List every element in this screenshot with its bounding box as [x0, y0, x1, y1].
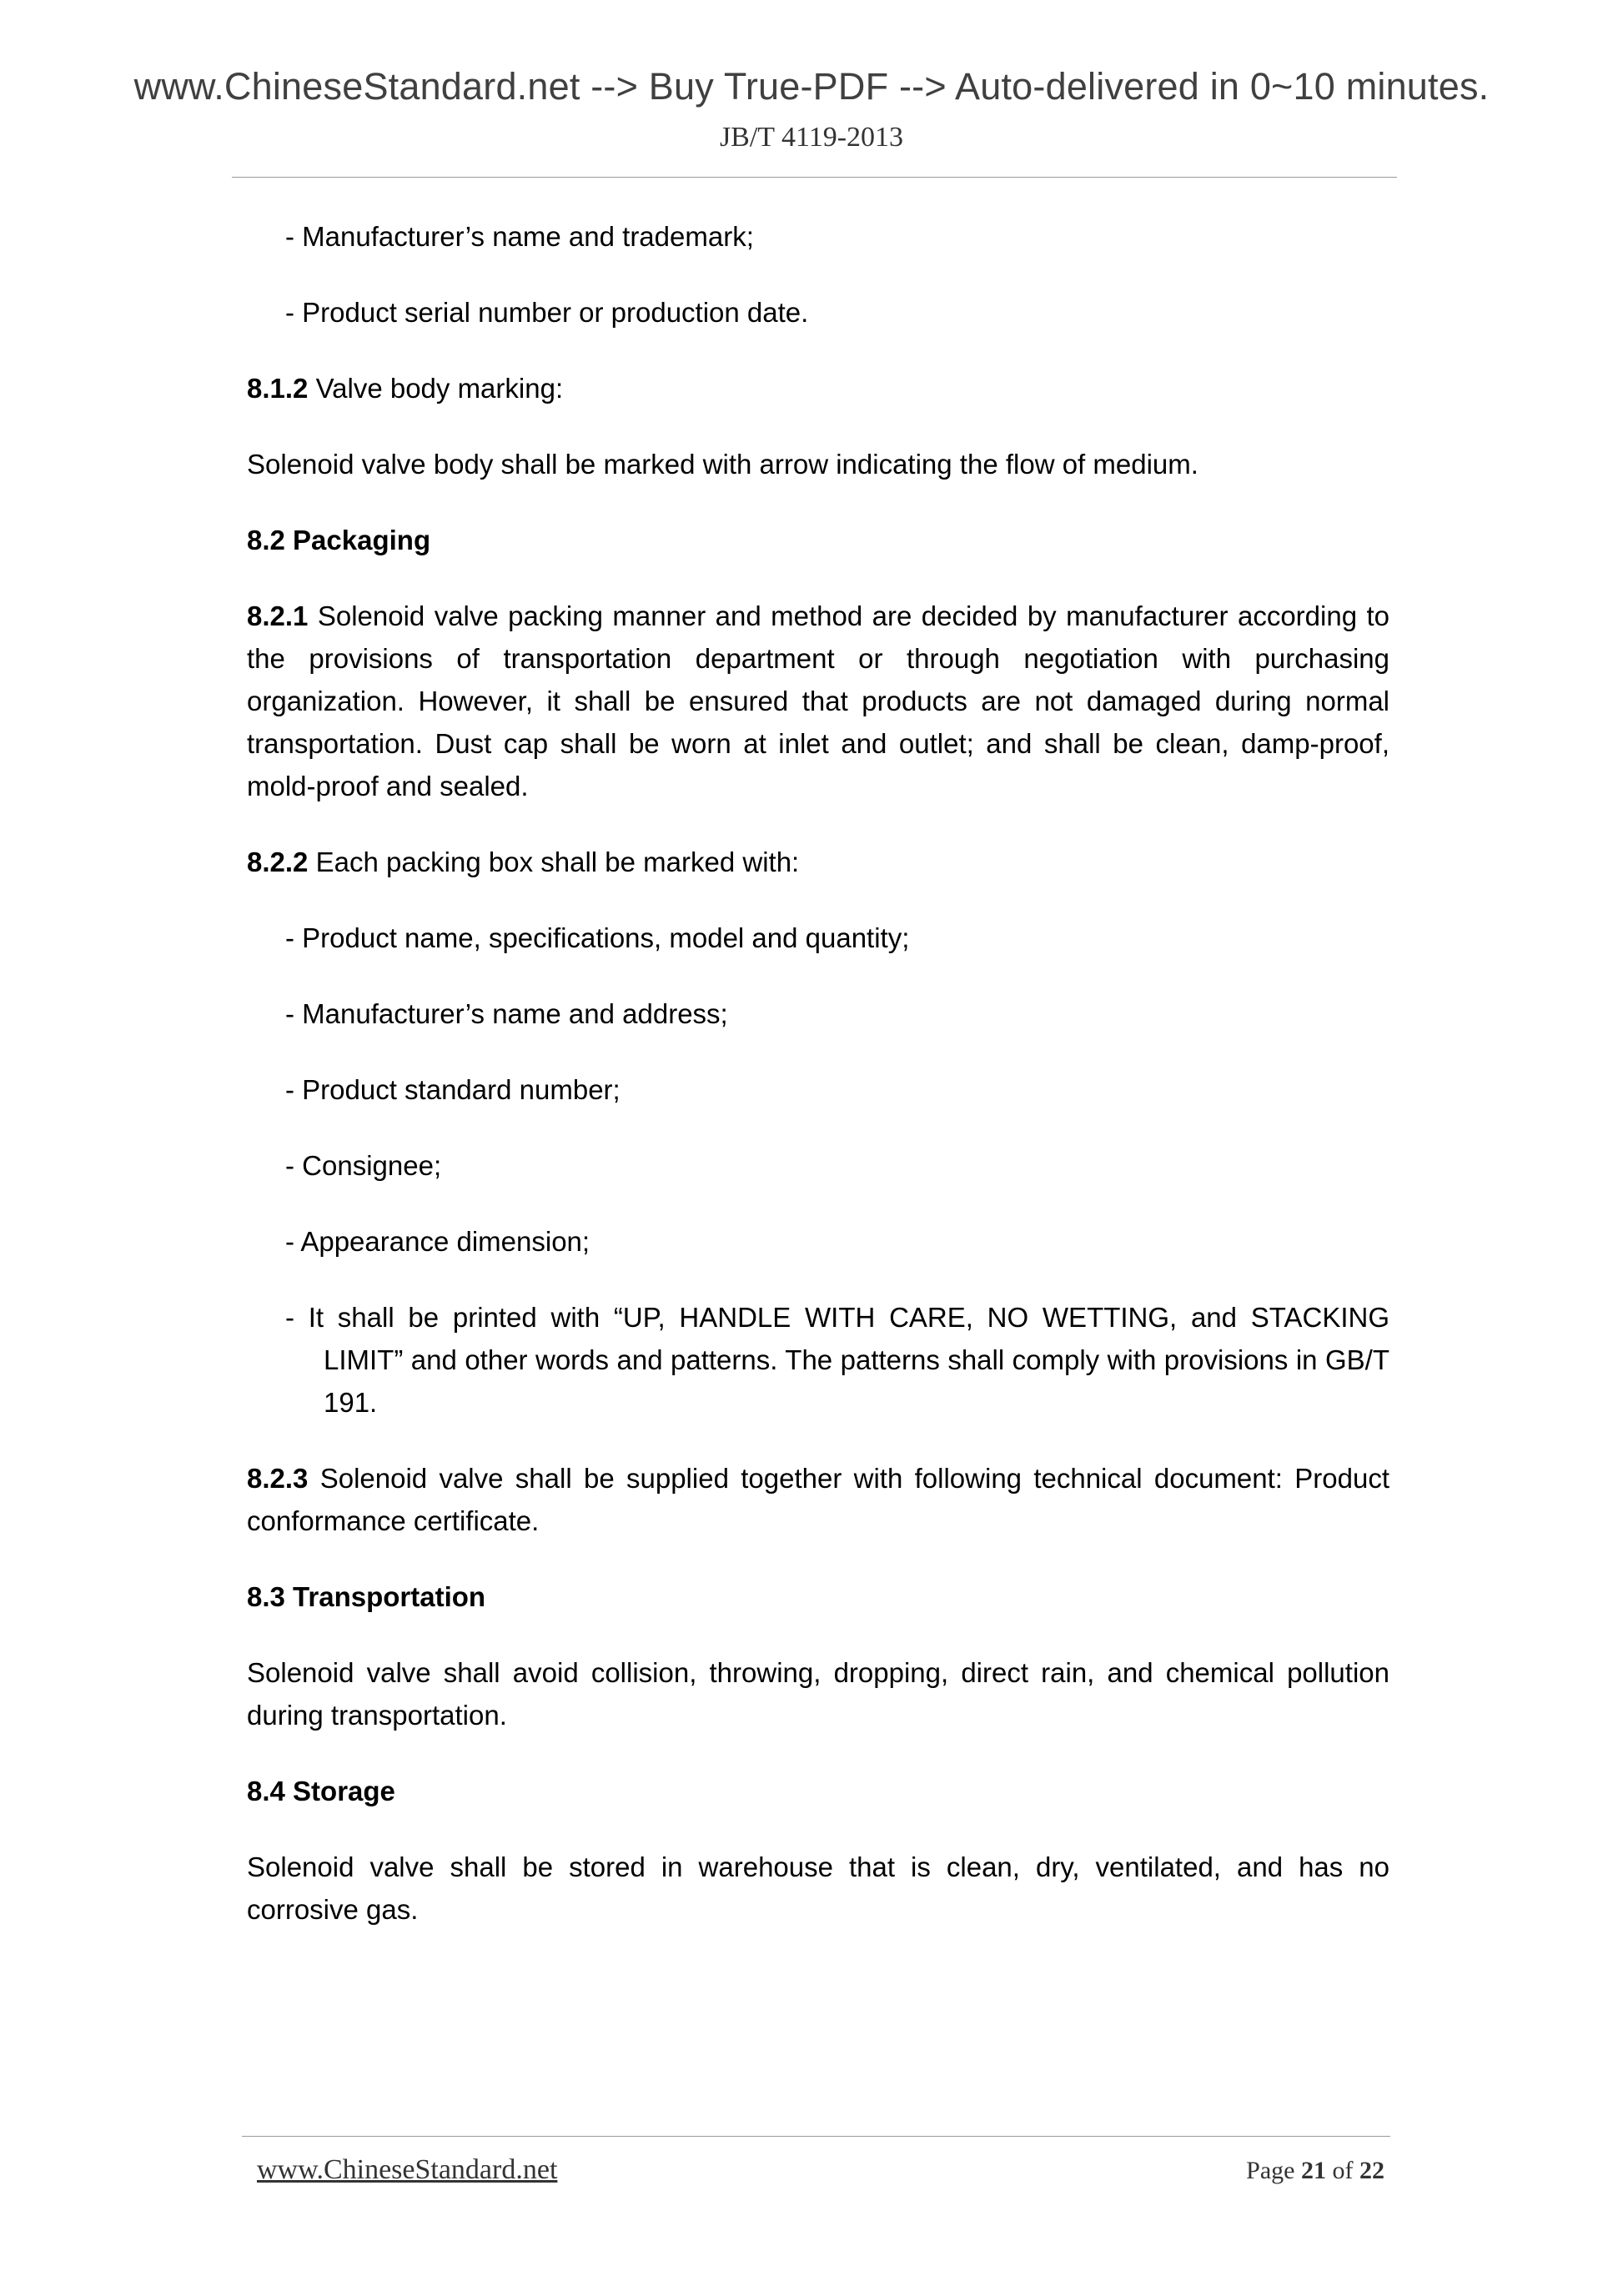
footer-website-link[interactable]: www.ChineseStandard.net [257, 2154, 558, 2185]
clause-text: Valve body marking: [308, 373, 564, 404]
section-heading-storage: 8.4 Storage [247, 1776, 395, 1806]
section-heading-packaging: 8.2 Packaging [247, 525, 431, 555]
list-item: - It shall be printed with “UP, HANDLE WITH CARE, NO WETTING, and STACKING LIMIT” and other words and patterns. The patterns shall comply with provisions in GB/T 191. [285, 1302, 1389, 1418]
page-total: 22 [1359, 2157, 1384, 2184]
list-item: - Appearance dimension; [285, 1226, 590, 1257]
list-item: - Manufacturer’s name and trademark; [285, 221, 754, 252]
clause-number: 8.2.3 [247, 1463, 309, 1494]
clause-8-2-1 [247, 595, 1389, 807]
list-item: - Product standard number; [285, 1074, 621, 1105]
paragraph: Solenoid valve body shall be marked with arrow indicating the flow of medium. [247, 449, 1198, 480]
list-item: - Consignee; [285, 1150, 442, 1181]
header-divider [232, 177, 1397, 178]
clause-8-2-3 [247, 1457, 1389, 1542]
list-item: - Product serial number or production date. [285, 297, 809, 328]
page-content [247, 215, 1389, 1964]
clause-text: Solenoid valve shall be supplied together with following technical document: Product conformance certificate. [247, 1463, 1389, 1536]
clause-text: Each packing box shall be marked with: [308, 847, 800, 877]
clause-number: 8.2.2 [247, 847, 309, 877]
page-prefix: Page [1246, 2157, 1301, 2184]
clause-8-1-2 [247, 367, 1389, 409]
page-of: of [1326, 2157, 1359, 2184]
document-code: JB/T 4119-2013 [719, 122, 904, 153]
paragraph: Solenoid valve shall be stored in warehouse that is clean, dry, ventilated, and has no corrosive gas. [247, 1851, 1389, 1925]
clause-8-2-2 [247, 841, 1389, 883]
clause-number: 8.1.2 [247, 373, 309, 404]
section-heading-transportation: 8.3 Transportation [247, 1581, 486, 1612]
clause-number: 8.2.1 [247, 600, 309, 631]
list-item: - Manufacturer’s name and address; [285, 998, 728, 1029]
header-banner: www.ChineseStandard.net --> Buy True-PDF --> Auto-delivered in 0~10 minutes. [133, 65, 1490, 108]
clause-text: Solenoid valve packing manner and method are decided by manufacturer according to the provisions of transportation department or through negotiation with purchasing organization. However, it shall be ensured that products are not damaged during normal transportation. Dust cap shall be worn at inlet and outlet; and shall be clean, damp-proof, mold-proof and sealed. [247, 600, 1389, 801]
page-number [1246, 2157, 1384, 2185]
page-current: 21 [1301, 2157, 1326, 2184]
paragraph: Solenoid valve shall avoid collision, throwing, dropping, direct rain, and chemical pollution during transportation. [247, 1657, 1389, 1731]
footer-divider [242, 2136, 1390, 2137]
list-item: - Product name, specifications, model and quantity; [285, 922, 910, 953]
